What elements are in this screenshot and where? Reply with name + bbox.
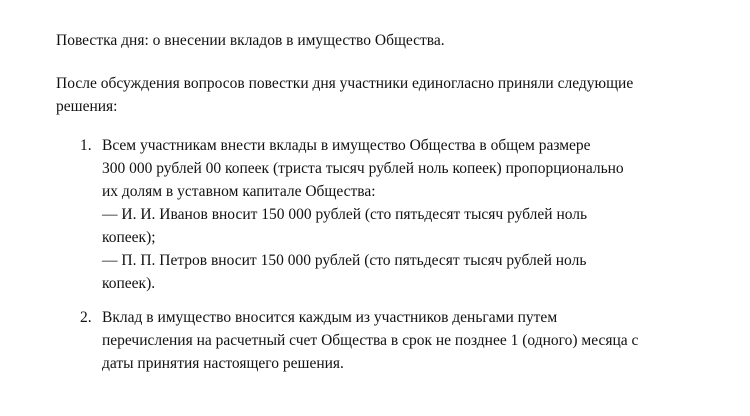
decision-line: Всем участникам внести вклады в имущество Общества в общем размере [102, 137, 591, 154]
decision-line: даты принятия настоящего решения. [102, 355, 344, 372]
decision-item-1 [80, 134, 680, 295]
decisions-list-continued [80, 306, 680, 375]
decision-line: — П. П. Петров вносит 150 000 рублей (сто пятьдесят тысяч рублей ноль [102, 252, 587, 269]
decision-line: их долям в уставном капитале Общества: [102, 183, 376, 200]
list-number: 2. [80, 309, 92, 326]
intro-paragraph [56, 72, 696, 118]
decisions-list [80, 134, 680, 295]
intro-line: решения: [56, 98, 118, 115]
intro-line: После обсуждения вопросов повестки дня участники единогласно приняли следующие [56, 75, 634, 92]
list-number: 1. [80, 137, 92, 154]
decision-line: — И. И. Иванов вносит 150 000 рублей (сто пятьдесят тысяч рублей ноль [102, 206, 588, 223]
agenda-paragraph: Повестка дня: о внесении вкладов в имущество Общества. [56, 32, 445, 49]
decision-line: 300 000 рублей 00 копеек (триста тысяч рублей ноль копеек) пропорционально [102, 160, 624, 177]
decision-line: перечисления на расчетный счет Общества в срок не позднее 1 (одного) месяца с [102, 332, 639, 349]
decision-item-2 [80, 306, 680, 375]
decision-line: копеек); [102, 229, 156, 246]
decision-line: копеек). [102, 275, 156, 292]
decision-line: Вклад в имущество вносится каждым из участников деньгами путем [102, 309, 558, 326]
